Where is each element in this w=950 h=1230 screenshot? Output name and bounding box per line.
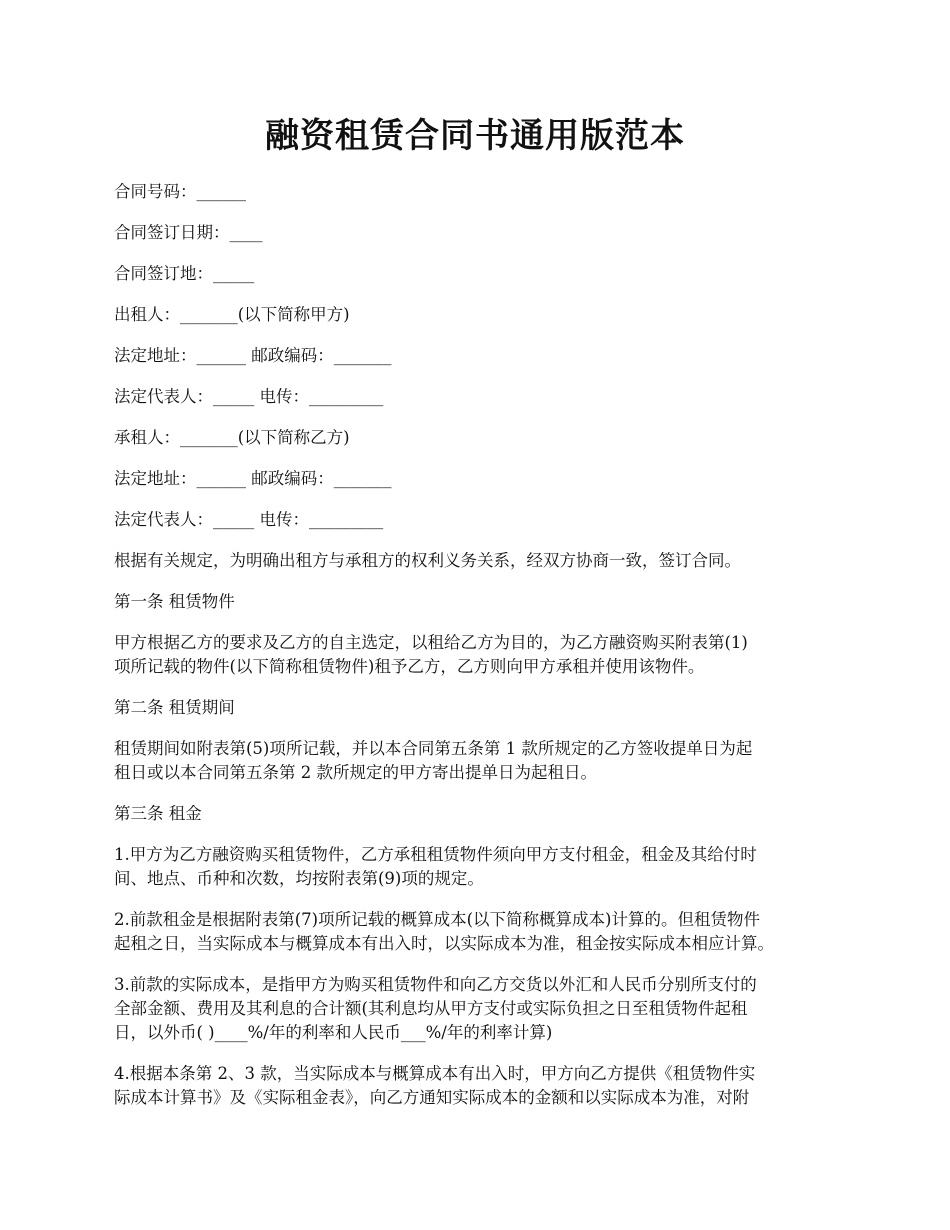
article-3-clause-3: 3.前款的实际成本，是指甲方为购买租赁物件和向乙方交货以外汇和人民币分别所支付的 全部金额、费用及其利息的合计额(其利息均从甲方支付或实际负担之日至租赁物件起租 日，以外币( )____%/年的利率和人民币___%/年的利率计算)	[114, 975, 757, 1042]
article-3-clause-1: 1.甲方为乙方融资购买租赁物件，乙方承租租赁物件须向甲方支付租金，租金及其给付时 间、地点、币种和次数，均按附表第(9)项的规定。	[114, 845, 757, 888]
article-2-heading: 第二条 租赁期间	[114, 698, 235, 717]
contract-number: 合同号码：______	[114, 182, 246, 201]
article-2-text: 租赁期间如附表第(5)项所记载，并以本合同第五条第 1 款所规定的乙方签收提单日为起 租日或以本合同第五条第 2 款所规定的甲方寄出提单日为起租日。	[114, 739, 753, 782]
document-body	[114, 180, 854, 1127]
lessor: 出租人：_______(以下简称甲方)	[114, 305, 350, 324]
lessee: 承租人：_______(以下简称乙方)	[114, 428, 350, 447]
article-3-heading: 第三条 租金	[114, 804, 202, 823]
signing-date: 合同签订日期：____	[114, 223, 263, 242]
lessor-address: 法定地址：______ 邮政编码：_______	[114, 346, 392, 365]
document-title: 融资租赁合同书通用版范本	[265, 116, 685, 156]
lessor-representative: 法定代表人：_____ 电传：_________	[114, 387, 384, 406]
article-1-heading: 第一条 租赁物件	[114, 592, 235, 611]
preamble: 根据有关规定，为明确出租方与承租方的权利义务关系，经双方协商一致，签订合同。	[114, 551, 741, 570]
signing-place: 合同签订地：_____	[114, 264, 255, 283]
lessee-representative: 法定代表人：_____ 电传：_________	[114, 510, 384, 529]
lessee-address: 法定地址：______ 邮政编码：_______	[114, 469, 392, 488]
article-3-clause-2: 2.前款租金是根据附表第(7)项所记载的概算成本(以下简称概算成本)计算的。但租赁物件 起租之日，当实际成本与概算成本有出入时，以实际成本为准，租金按实际成本相应计算。	[114, 910, 774, 953]
article-3-clause-4: 4.根据本条第 2、3 款，当实际成本与概算成本有出入时，甲方向乙方提供《租赁物件实 际成本计算书》及《实际租金表》，向乙方通知实际成本的金额和以实际成本为准，对附	[114, 1064, 756, 1107]
article-1-text: 甲方根据乙方的要求及乙方的自主选定，以租给乙方为目的，为乙方融资购买附表第(1) 项所记载的物件(以下简称租赁物件)租予乙方，乙方则向甲方承租并使用该物件。	[114, 633, 748, 676]
